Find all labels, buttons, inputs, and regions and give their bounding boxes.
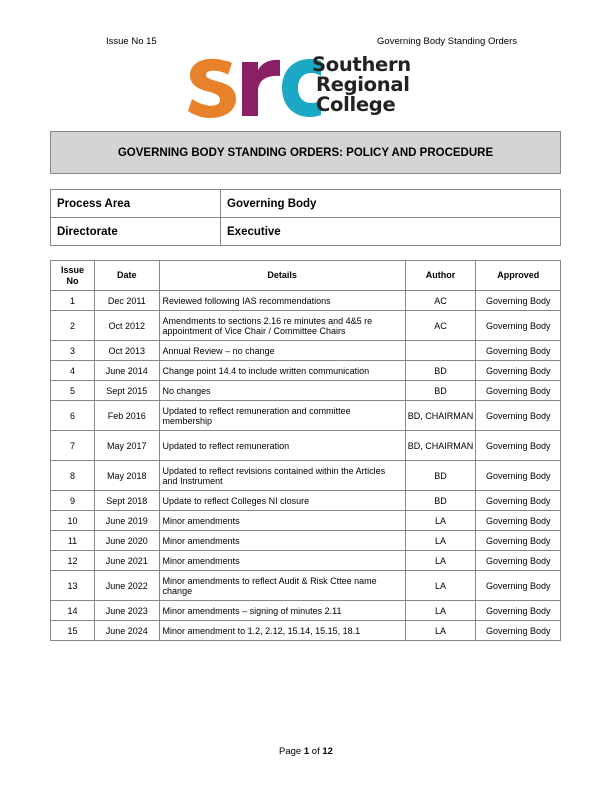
col-header-author: Author xyxy=(405,261,476,291)
footer-current-page: 1 xyxy=(303,746,310,757)
table-row xyxy=(51,571,561,601)
cell-date: Oct 2012 xyxy=(95,311,160,341)
table-row xyxy=(51,311,561,341)
logo-letter-r xyxy=(242,60,280,116)
cell-details: Minor amendments to reflect Audit & Risk Cttee name change xyxy=(159,571,405,601)
logo-line-1: Southern xyxy=(312,53,411,76)
cell-author: LA xyxy=(405,601,476,621)
table-row xyxy=(51,291,561,311)
cell-date: June 2022 xyxy=(95,571,160,601)
cell-issue-no: 4 xyxy=(51,361,95,381)
cell-author: LA xyxy=(405,511,476,531)
meta-value: Executive xyxy=(221,218,561,246)
table-row xyxy=(51,341,561,361)
cell-date: Sept 2018 xyxy=(95,491,160,511)
cell-approved: Governing Body xyxy=(476,511,561,531)
cell-details: No changes xyxy=(159,381,405,401)
cell-date: Dec 2011 xyxy=(95,291,160,311)
cell-author: AC xyxy=(405,311,476,341)
footer-prefix: Page xyxy=(279,746,302,757)
cell-details: Minor amendments – signing of minutes 2.11 xyxy=(159,601,405,621)
cell-details: Amendments to sections 2.16 re minutes and 4&5 re appointment of Vice Chair / Committee Chairs xyxy=(159,311,405,341)
table-row xyxy=(51,621,561,641)
table-row xyxy=(51,551,561,571)
cell-details: Change point 14.4 to include written communication xyxy=(159,361,405,381)
table-header-row xyxy=(51,261,561,291)
cell-details: Updated to reflect remuneration xyxy=(159,431,405,461)
cell-date: June 2021 xyxy=(95,551,160,571)
cell-details: Minor amendments xyxy=(159,551,405,571)
table-body xyxy=(51,291,561,641)
cell-author xyxy=(405,341,476,361)
meta-row xyxy=(51,218,561,246)
cell-approved: Governing Body xyxy=(476,571,561,601)
cell-approved: Governing Body xyxy=(476,401,561,431)
cell-approved: Governing Body xyxy=(476,531,561,551)
cell-issue-no: 3 xyxy=(51,341,95,361)
cell-details: Updated to reflect remuneration and committee membership xyxy=(159,401,405,431)
cell-author: BD xyxy=(405,491,476,511)
cell-author: LA xyxy=(405,571,476,601)
cell-approved: Governing Body xyxy=(476,431,561,461)
cell-approved: Governing Body xyxy=(476,361,561,381)
table-row xyxy=(51,601,561,621)
col-header-details: Details xyxy=(159,261,405,291)
cell-approved: Governing Body xyxy=(476,341,561,361)
logo-letter-s xyxy=(188,59,236,118)
cell-date: June 2019 xyxy=(95,511,160,531)
meta-row xyxy=(51,190,561,218)
cell-approved: Governing Body xyxy=(476,381,561,401)
cell-issue-no: 8 xyxy=(51,461,95,491)
cell-issue-no: 10 xyxy=(51,511,95,531)
col-header-approved: Approved xyxy=(476,261,561,291)
version-history-table xyxy=(50,260,561,641)
cell-details: Minor amendments xyxy=(159,531,405,551)
table-row xyxy=(51,511,561,531)
cell-details: Minor amendment to 1.2, 2.12, 15.14, 15.15, 18.1 xyxy=(159,621,405,641)
cell-details: Updated to reflect revisions contained within the Articles and Instrument xyxy=(159,461,405,491)
table-row xyxy=(51,491,561,511)
cell-author: BD xyxy=(405,361,476,381)
cell-issue-no: 13 xyxy=(51,571,95,601)
cell-date: Feb 2016 xyxy=(95,401,160,431)
logo-line-3: College xyxy=(316,93,396,116)
table-row xyxy=(51,461,561,491)
cell-approved: Governing Body xyxy=(476,551,561,571)
header-doc-name: Governing Body Standing Orders xyxy=(377,36,517,47)
cell-date: June 2024 xyxy=(95,621,160,641)
cell-issue-no: 7 xyxy=(51,431,95,461)
cell-details: Reviewed following IAS recommendations xyxy=(159,291,405,311)
cell-date: June 2014 xyxy=(95,361,160,381)
cell-author: BD, CHAIRMAN xyxy=(405,431,476,461)
page-footer xyxy=(0,746,612,757)
cell-issue-no: 2 xyxy=(51,311,95,341)
cell-issue-no: 5 xyxy=(51,381,95,401)
cell-approved: Governing Body xyxy=(476,601,561,621)
cell-details: Minor amendments xyxy=(159,511,405,531)
meta-value: Governing Body xyxy=(221,190,561,218)
cell-author: BD, CHAIRMAN xyxy=(405,401,476,431)
cell-issue-no: 15 xyxy=(51,621,95,641)
meta-table xyxy=(50,189,561,246)
table-row xyxy=(51,381,561,401)
cell-approved: Governing Body xyxy=(476,311,561,341)
table-row xyxy=(51,531,561,551)
logo-wordmark xyxy=(312,55,411,115)
cell-date: May 2017 xyxy=(95,431,160,461)
cell-issue-no: 9 xyxy=(51,491,95,511)
document-title: GOVERNING BODY STANDING ORDERS: POLICY AND PROCEDURE xyxy=(50,131,561,174)
cell-details: Annual Review – no change xyxy=(159,341,405,361)
table-row xyxy=(51,361,561,381)
cell-issue-no: 11 xyxy=(51,531,95,551)
meta-label: Process Area xyxy=(51,190,221,218)
cell-date: May 2018 xyxy=(95,461,160,491)
footer-of: of xyxy=(311,746,320,757)
cell-issue-no: 14 xyxy=(51,601,95,621)
logo-line-2: Regional xyxy=(316,73,410,96)
meta-label: Directorate xyxy=(51,218,221,246)
cell-author: AC xyxy=(405,291,476,311)
cell-date: Oct 2013 xyxy=(95,341,160,361)
cell-issue-no: 6 xyxy=(51,401,95,431)
col-header-date: Date xyxy=(95,261,160,291)
cell-approved: Governing Body xyxy=(476,491,561,511)
cell-author: LA xyxy=(405,621,476,641)
cell-approved: Governing Body xyxy=(476,461,561,491)
cell-approved: Governing Body xyxy=(476,291,561,311)
cell-date: June 2020 xyxy=(95,531,160,551)
table-row xyxy=(51,431,561,461)
cell-author: BD xyxy=(405,461,476,491)
cell-details: Update to reflect Colleges NI closure xyxy=(159,491,405,511)
cell-author: BD xyxy=(405,381,476,401)
cell-approved: Governing Body xyxy=(476,621,561,641)
cell-issue-no: 12 xyxy=(51,551,95,571)
header-issue: Issue No 15 xyxy=(106,36,157,47)
footer-total-pages: 12 xyxy=(322,746,333,757)
col-header-issue-no: Issue No xyxy=(51,261,95,291)
cell-issue-no: 1 xyxy=(51,291,95,311)
cell-date: June 2023 xyxy=(95,601,160,621)
cell-author: LA xyxy=(405,531,476,551)
table-row xyxy=(51,401,561,431)
cell-author: LA xyxy=(405,551,476,571)
cell-date: Sept 2015 xyxy=(95,381,160,401)
